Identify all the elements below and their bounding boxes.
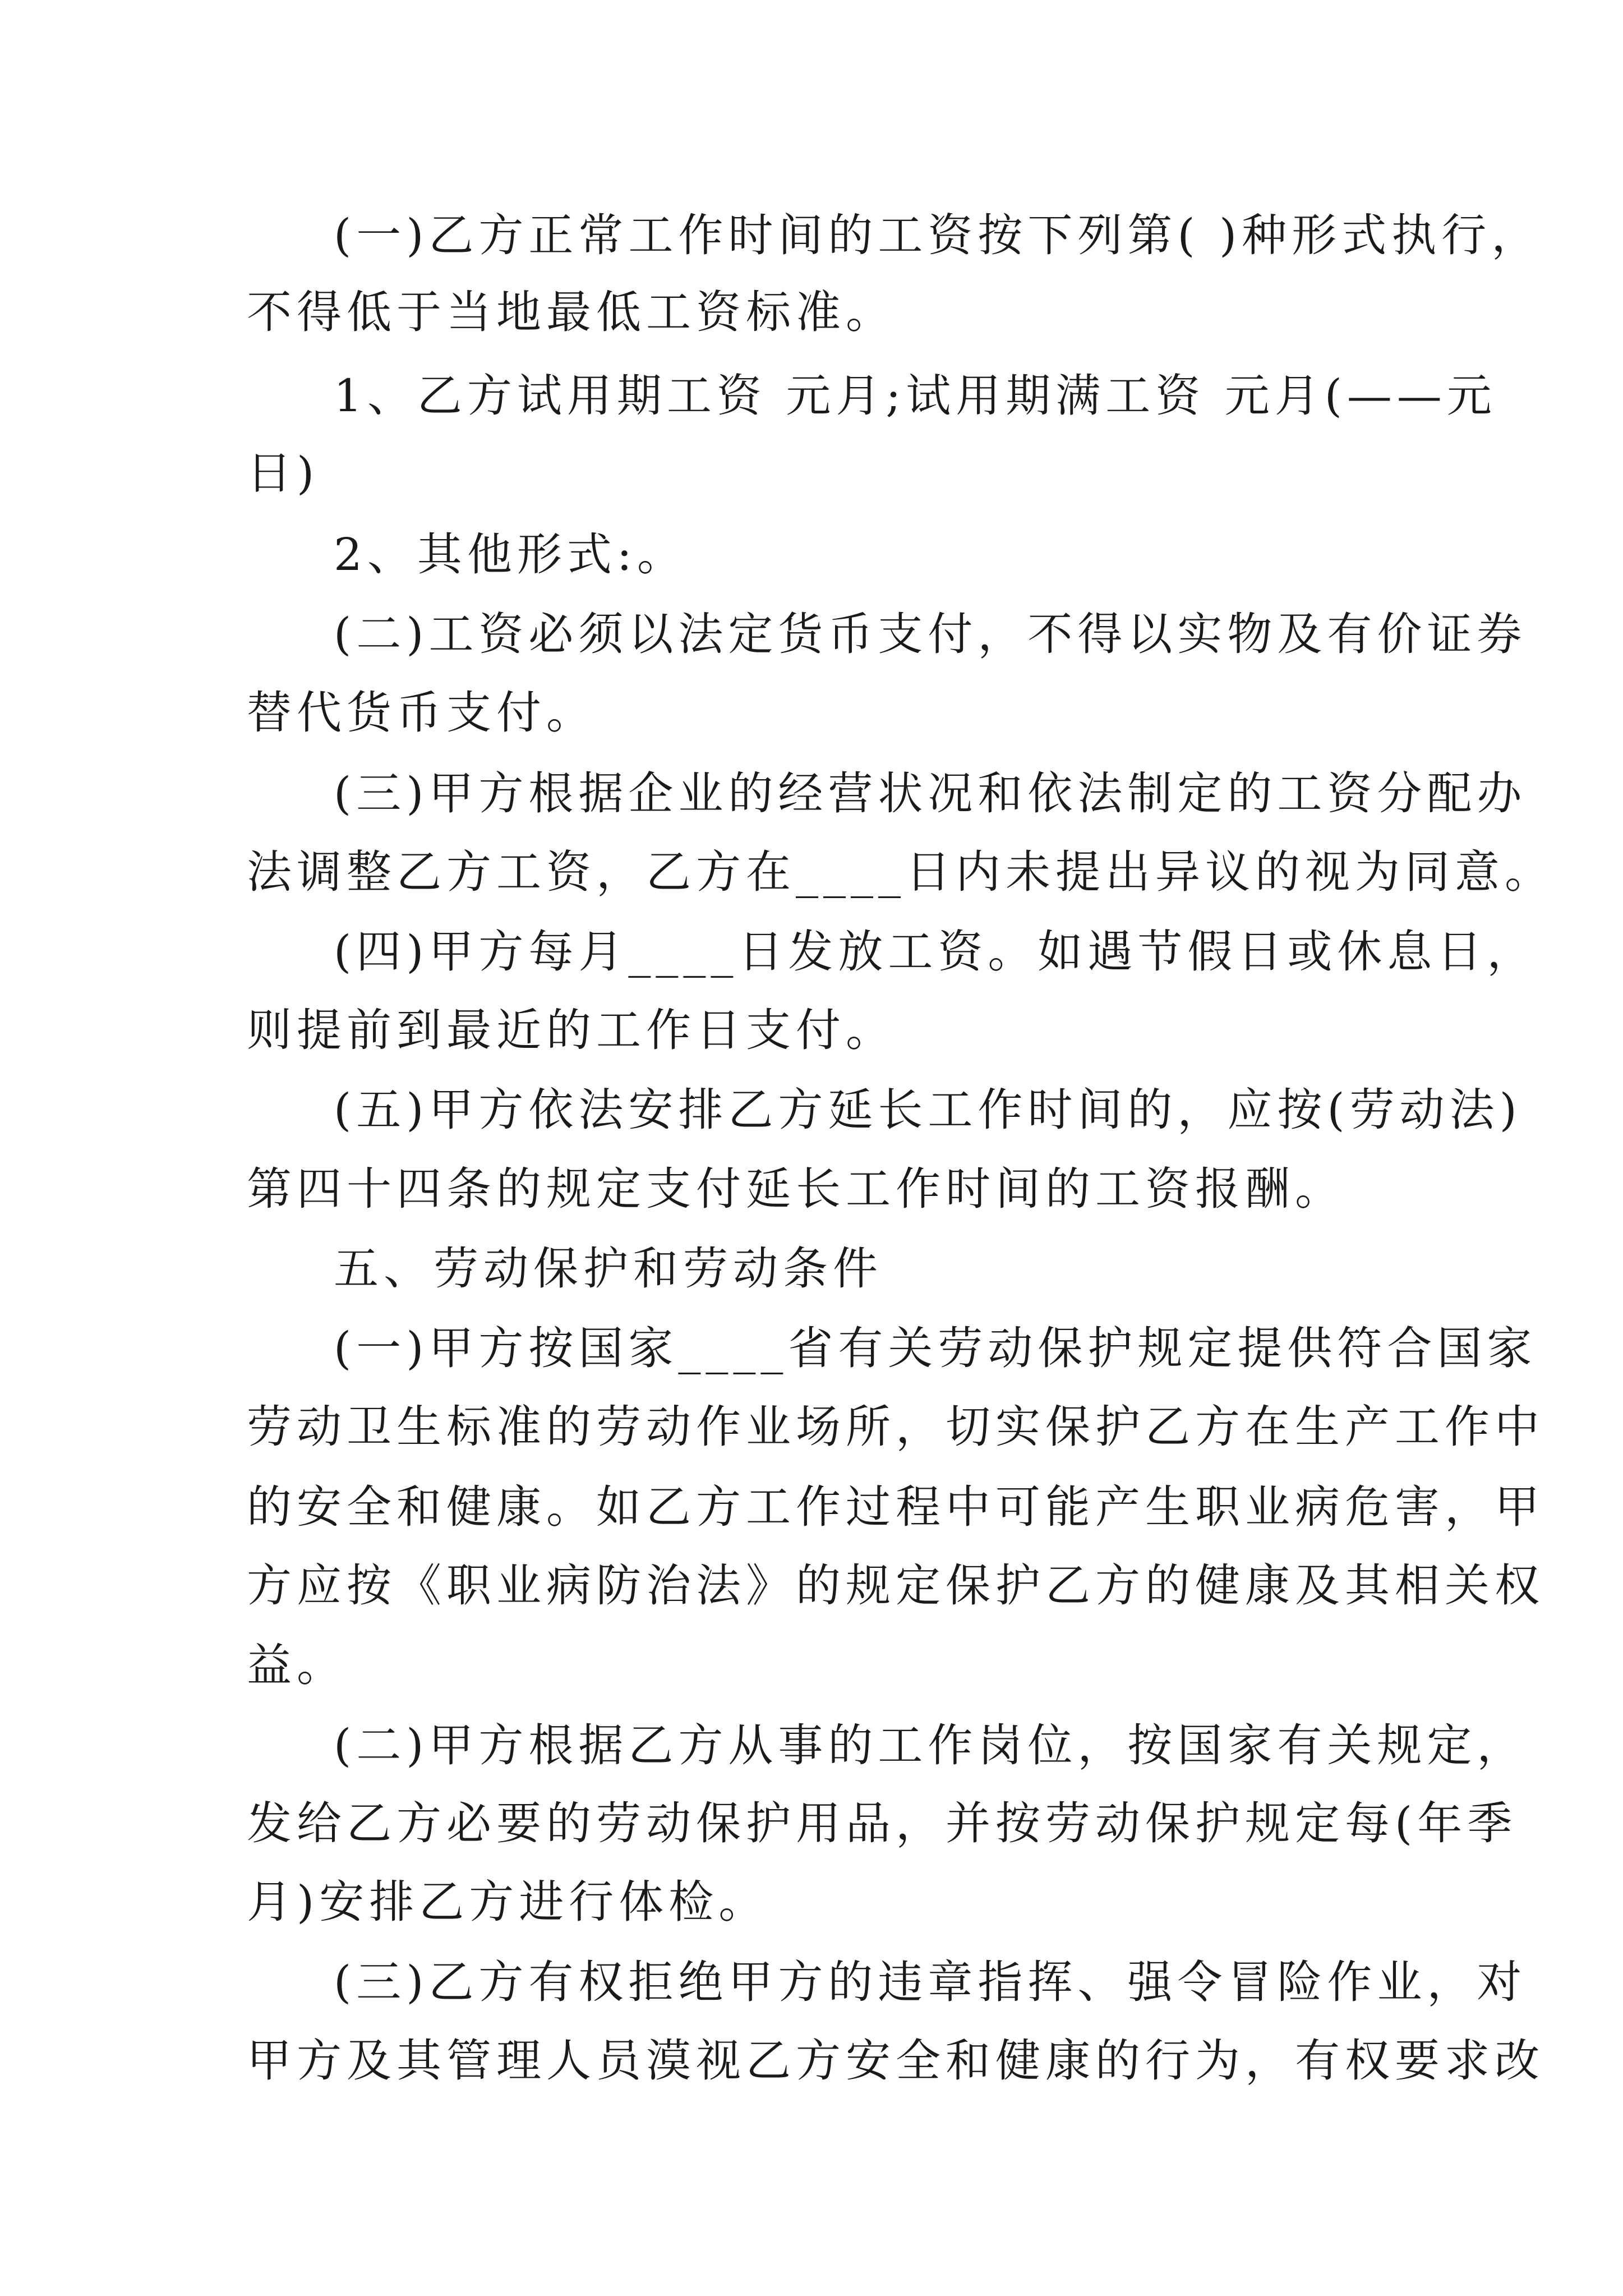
paragraph-line: 则提前到最近的工作日支付。 — [247, 1004, 896, 1056]
paragraph-line: (三)乙方有权拒绝甲方的违章指挥、强令冒险作业，对 — [334, 1956, 1527, 2008]
paragraph-line: (三)甲方根据企业的经营状况和依法制定的工资分配办 — [334, 767, 1527, 820]
paragraph-line: (二)工资必须以法定货币支付，不得以实物及有价证券 — [334, 608, 1527, 660]
paragraph-line: 法调整乙方工资，乙方在____日内未提出异议的视为同意。 — [247, 846, 1555, 898]
paragraph-line: 劳动卫生标准的劳动作业场所，切实保护乙方在生产工作中 — [247, 1401, 1544, 1453]
paragraph-line: 方应按《职业病防治法》的规定保护乙方的健康及其相关权 — [247, 1559, 1544, 1612]
paragraph-line: 1、乙方试用期工资 元月;试用期满工资 元月(——元 — [334, 370, 1497, 422]
paragraph-line: 不得低于当地最低工资标准。 — [247, 286, 896, 338]
paragraph-line: (五)甲方依法安排乙方延长工作时间的，应按(劳动法) — [334, 1084, 1522, 1136]
paragraph-line: (一)甲方按国家____省有关劳动保护规定提供符合国家 — [334, 1322, 1537, 1374]
paragraph-line: (一)乙方正常工作时间的工资按下列第( )种形式执行， — [334, 209, 1542, 261]
paragraph-line: 的安全和健康。如乙方工作过程中可能产生职业病危害，甲 — [247, 1481, 1544, 1533]
paragraph-line: 发给乙方必要的劳动保护用品，并按劳动保护规定每(年季 — [247, 1797, 1518, 1849]
paragraph-line: 日) — [247, 447, 320, 499]
paragraph-line: (四)甲方每月____日发放工资。如遇节假日或休息日， — [334, 926, 1537, 978]
paragraph-line: 第四十四条的规定支付延长工作时间的工资报酬。 — [247, 1163, 1345, 1215]
section-heading: 五、劳动保护和劳动条件 — [334, 1243, 883, 1295]
paragraph-line: 甲方及其管理人员漠视乙方安全和健康的行为，有权要求改 — [247, 2035, 1544, 2087]
paragraph-line: 益。 — [247, 1639, 347, 1691]
paragraph-line: 2、其他形式:。 — [334, 528, 687, 581]
paragraph-line: 替代货币支付。 — [247, 687, 596, 739]
paragraph-line: (二)甲方根据乙方从事的工作岗位，按国家有关规定， — [334, 1719, 1527, 1772]
paragraph-line: 月)安排乙方进行体检。 — [247, 1876, 769, 1928]
